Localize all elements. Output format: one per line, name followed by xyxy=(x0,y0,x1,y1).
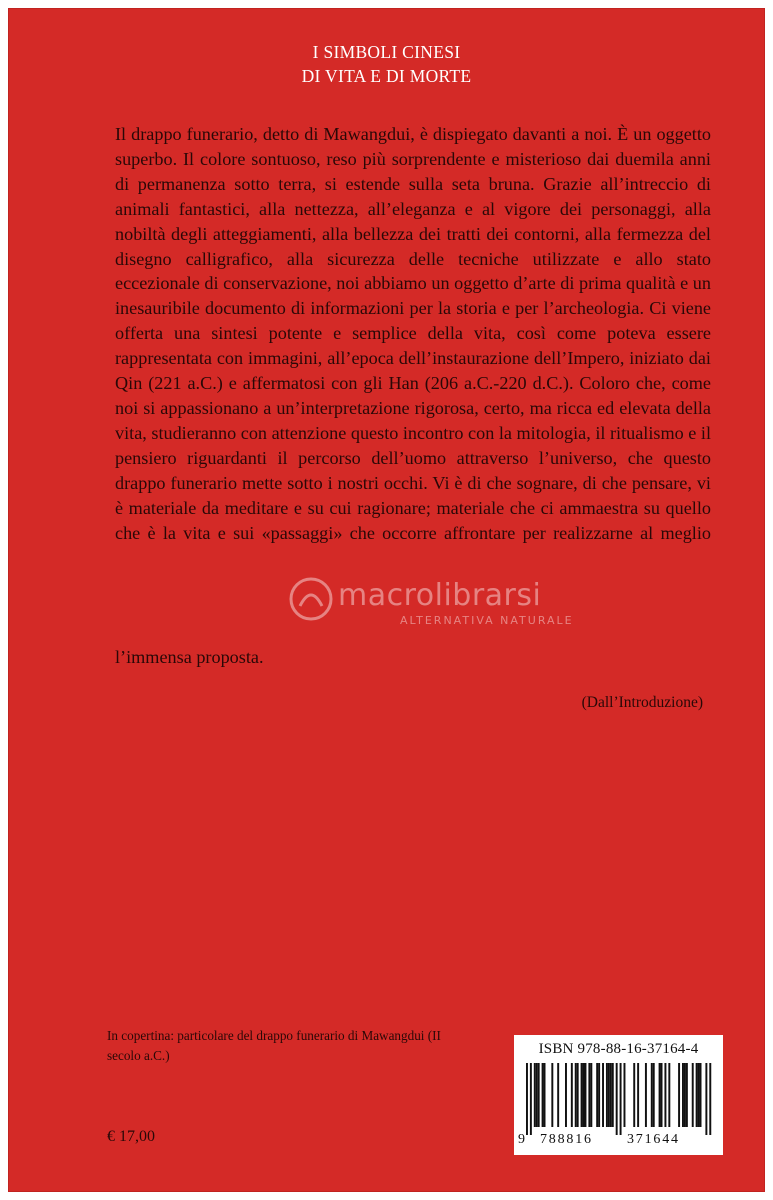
barcode-bar xyxy=(551,1063,553,1127)
cover-credit: In copertina: particolare del drappo funerario di Mawangdui (II secolo a.C.) xyxy=(107,1028,441,1063)
barcode-bar xyxy=(612,1063,614,1127)
barcode-bar xyxy=(610,1063,612,1127)
barcode-bar xyxy=(678,1063,680,1127)
watermark-tagline: ALTERNATIVA NATURALE xyxy=(400,614,574,627)
book-back-cover xyxy=(8,8,765,1192)
barcode-bars xyxy=(522,1063,715,1135)
barcode-bar xyxy=(696,1063,698,1127)
barcode-digit-first: 9 xyxy=(518,1132,525,1147)
barcode-bar xyxy=(620,1063,622,1135)
macrolibrarsi-watermark xyxy=(288,574,608,630)
blurb-attribution: (Dall’Introduzione) xyxy=(581,694,703,711)
barcode-bar xyxy=(588,1063,590,1127)
barcode-digits-right: 371644 xyxy=(627,1132,680,1147)
barcode-bar xyxy=(598,1063,600,1127)
barcode-bar xyxy=(664,1063,666,1127)
barcode-bar xyxy=(659,1063,661,1127)
barcode-bar xyxy=(616,1063,618,1135)
barcode-bar xyxy=(530,1063,532,1135)
barcode-bar xyxy=(633,1063,635,1127)
barcode-bar xyxy=(557,1063,559,1127)
barcode-bar xyxy=(575,1063,577,1127)
barcode-bar xyxy=(571,1063,573,1127)
barcode-bar xyxy=(544,1063,546,1127)
barcode-bar xyxy=(606,1063,608,1127)
barcode-bar xyxy=(645,1063,647,1127)
barcode-bar xyxy=(602,1063,604,1127)
blurb-last-line: l’immensa proposta. xyxy=(115,647,264,667)
book-title-line-2: DI VITA E DI MORTE xyxy=(301,66,472,86)
barcode-bar xyxy=(684,1063,686,1127)
isbn-number: ISBN 978-88-16-37164-4 xyxy=(538,1041,699,1057)
barcode-bar xyxy=(534,1063,536,1127)
macrolibrarsi-logo-icon xyxy=(288,576,334,622)
barcode-bar xyxy=(624,1063,626,1127)
barcode-bar xyxy=(536,1063,538,1127)
barcode-bar xyxy=(581,1063,583,1127)
barcode-digits-left: 788816 xyxy=(540,1132,593,1147)
book-title xyxy=(8,40,765,88)
barcode-bar xyxy=(583,1063,585,1127)
barcode-bar xyxy=(653,1063,655,1127)
isbn-barcode xyxy=(514,1035,723,1155)
barcode-bar xyxy=(668,1063,670,1127)
book-title-line-1: I SIMBOLI CINESI xyxy=(312,42,461,62)
price-label: € 17,00 xyxy=(107,1128,155,1145)
barcode-bar xyxy=(596,1063,598,1127)
blurb-paragraph: Il drappo funerario, detto di Mawangdui, è dispiegato davanti a noi. È un oggetto superbo. Il colore sontuoso, reso più sorprendente e misterioso dai duemila anni di permanenza sotto terra, si estende sulla seta bruna. Grazie all’intreccio di animali fantastici, alla nettezza, all’eleganza e al vigore dei personaggi, alla nobiltà degli atteggiamenti, alla bellezza dei tratti dei contorni, alla fermezza del disegno calligrafico, alla sicurezza delle tecniche utilizzate e allo stato eccezionale di conservazione, noi abbiamo un oggetto d’arte di prima qualità e un inesauribile documento di informazioni per la storia e per l’archeologia. Ci viene offerta una sintesi potente e semplice della vita, così come poteva essere rappresentata con immagini, all’epoca dell’instaurazione dell’Impero, iniziato dai Qin (221 a.C.) e affermatosi con gli Han (206 a.C.-220 d.C.). Coloro che, come noi si appassionano a un’interpretazione rigorosa, certo, ma ricca ed elevata della vita, studieranno con attenzione questo incontro con la mitologia, il ritualismo e il pensiero riguardanti il percorso dell’uomo attraverso l’universo, che questo drappo funerario mette sotto i nostri occhi. Vi è di che sognare, di che pensare, vi è materiale da meditare e su cui ragionare; materiale che ci ammaestra su quello che è la vita e sui «passaggi» che occorre affrontare per realizzarne al meglio xyxy=(115,124,712,543)
barcode-bar xyxy=(585,1063,587,1127)
barcode-bar xyxy=(526,1063,528,1135)
barcode-bar xyxy=(700,1063,702,1127)
barcode-bar xyxy=(692,1063,694,1127)
barcode-bar xyxy=(682,1063,684,1127)
barcode-bar xyxy=(542,1063,544,1127)
barcode-bar xyxy=(698,1063,700,1127)
barcode-bar xyxy=(709,1063,711,1135)
barcode-bar xyxy=(577,1063,579,1127)
barcode-bar xyxy=(565,1063,567,1127)
barcode-bar xyxy=(651,1063,653,1127)
barcode-bar xyxy=(590,1063,592,1127)
barcode-bar xyxy=(686,1063,688,1127)
barcode-bar xyxy=(538,1063,540,1127)
barcode-bar xyxy=(705,1063,707,1135)
watermark-name: macrolibrarsi xyxy=(338,578,542,613)
barcode-bar xyxy=(608,1063,610,1127)
barcode-bar xyxy=(661,1063,663,1127)
barcode-bar xyxy=(637,1063,639,1127)
